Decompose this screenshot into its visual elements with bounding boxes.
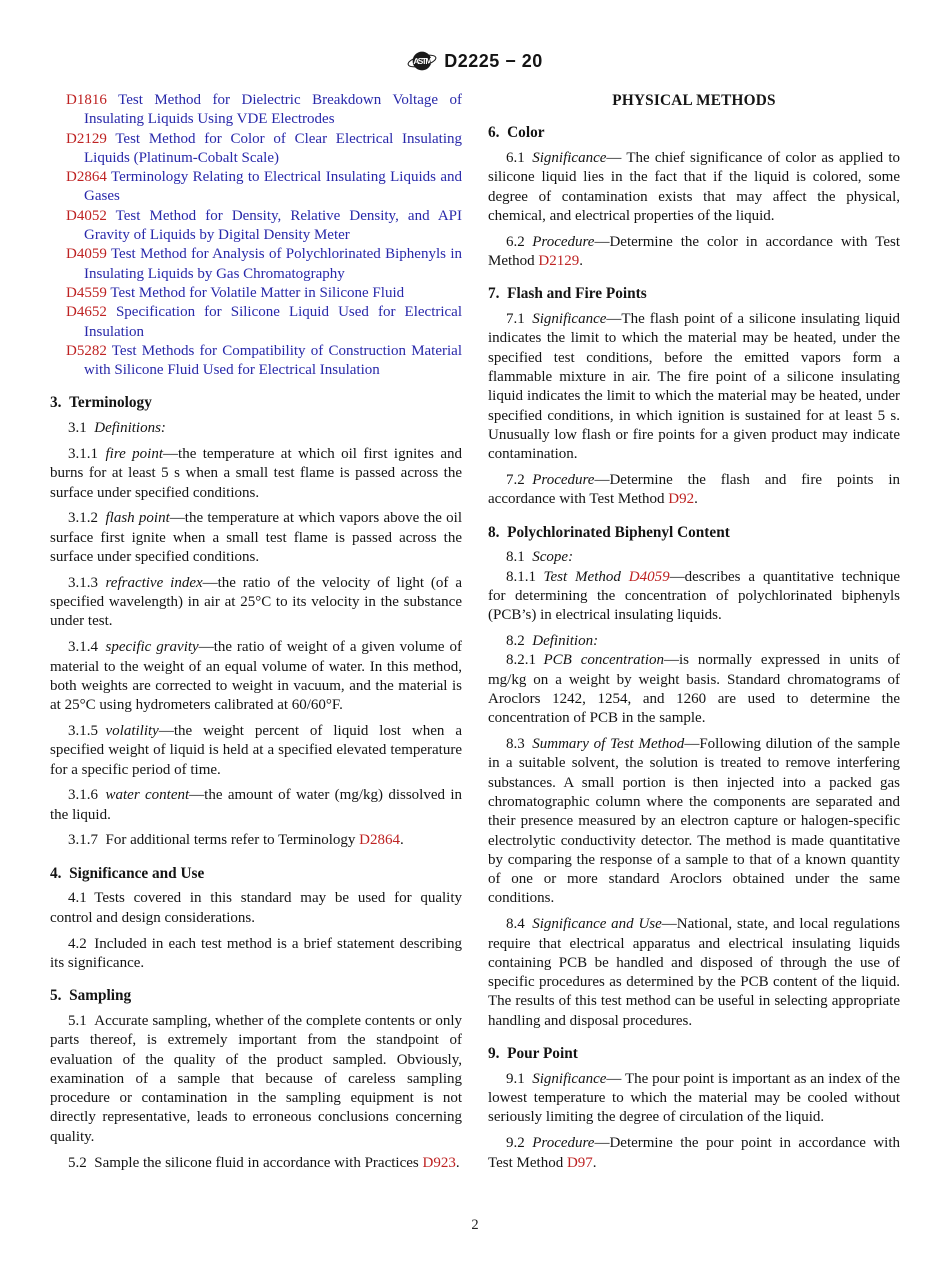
reference-code-link[interactable]: D4559	[66, 284, 107, 301]
page-header	[0, 48, 950, 74]
paragraph	[488, 1070, 900, 1128]
text-run: 8.1	[506, 549, 533, 566]
reference-code-link[interactable]: D4652	[66, 304, 107, 321]
paragraph	[50, 445, 462, 503]
text-run: flash point	[105, 510, 170, 527]
reference-code-link[interactable]: D1816	[66, 92, 107, 108]
text-run: 6.1	[506, 150, 533, 167]
text-run: 8.1.1	[506, 568, 544, 585]
section-heading: 5. Sampling	[50, 987, 132, 1005]
text-run: PCB concentration	[543, 652, 665, 669]
text-run: 8.3	[506, 736, 533, 753]
paragraph	[50, 638, 462, 715]
reference-item	[50, 342, 462, 381]
reference-code-link[interactable]: D2129	[66, 130, 107, 147]
text-run: 3.1.4	[68, 639, 106, 656]
reference-item	[50, 168, 462, 207]
paragraph	[50, 831, 462, 850]
text-run: Summary of Test Method	[532, 736, 685, 753]
paragraph	[488, 149, 900, 226]
text-run: Procedure	[532, 1135, 595, 1152]
text-run: Test Method	[543, 568, 629, 585]
paragraph	[50, 889, 462, 928]
text-run: Definitions:	[94, 420, 166, 437]
document-body	[50, 91, 900, 1173]
text-run: Procedure	[532, 472, 595, 489]
right-column	[488, 91, 900, 1173]
astm-link[interactable]: D2129	[538, 253, 580, 270]
text-run: 8.2	[506, 633, 533, 650]
text-run: —Determine the pour point in accordance with Test Method	[488, 1135, 900, 1171]
reference-title-link[interactable]: Test Methods for Compatibility of Construction Material with Silicone Fluid Used for Electrical Insulation	[84, 342, 462, 379]
text-run: 8.4	[506, 916, 533, 933]
paragraph	[50, 786, 462, 825]
text-run: 4.2 Included in each test method is a brief statement describing its significance.	[50, 935, 462, 971]
text-run: 7.2	[506, 472, 533, 489]
text-run: —The flash point of a silicone insulating liquid indicates the limit to which the material may be heated, under the specified test conditions, before the emitted vapors form a flammable mixture in air. The fire point of a silicone insulating liquid indicates the limit to which the material may be heated, under specified conditions, in which ignition is sustained for at least 5 s. Unusually low flash or fire points for a given product may indicate contamination.	[488, 311, 900, 463]
reference-title-link[interactable]: Test Method for Analysis of Polychlorinated Biphenyls in Insulating Liquids by Gas Chromatography	[84, 246, 462, 282]
paragraph	[488, 310, 900, 464]
text-run: Significance and Use	[532, 916, 662, 933]
text-run: volatility	[105, 722, 159, 739]
text-run: 8.2.1	[506, 652, 544, 669]
astm-link[interactable]: D2864	[359, 832, 400, 849]
reference-code-link[interactable]: D4052	[66, 207, 107, 224]
text-run: 3.1.1	[68, 446, 106, 463]
text-run: .	[399, 832, 404, 849]
reference-title-link[interactable]: Test Method for Density, Relative Density, and API Gravity of Liquids by Digital Density Meter	[84, 207, 462, 244]
paragraph	[488, 568, 900, 626]
text-run: — The pour point is important as an index of the lowest temperature to which the material may be cooled without seriously limiting the degree of circulation of the liquid.	[488, 1070, 900, 1126]
text-run: 3.1.2	[68, 510, 106, 527]
reference-title-link[interactable]: Test Method for Volatile Matter in Silicone Fluid	[110, 284, 405, 301]
paragraph	[50, 509, 462, 567]
page-footer	[0, 1217, 950, 1234]
text-run: 3.1.3	[68, 574, 106, 591]
text-run: 3.1.7 For additional terms refer to Terminology	[68, 832, 360, 849]
text-run: 3.1.6	[68, 787, 106, 804]
text-run: specific gravity	[105, 639, 199, 656]
svg-text:ASTM: ASTM	[413, 57, 431, 66]
text-run: —describes a quantitative technique for determining the concentration of polychlorinated biphenyls (PCB’s) in electrical insulating liquids.	[488, 568, 900, 624]
reference-code-link[interactable]: D2864	[66, 169, 107, 186]
paragraph	[488, 632, 900, 651]
part-heading: PHYSICAL METHODS	[612, 92, 776, 109]
text-run: Procedure	[532, 233, 595, 250]
text-run: fire point	[105, 446, 164, 463]
text-run: —the amount of water (mg/kg) dissolved in the liquid.	[50, 787, 462, 823]
astm-logo-icon	[407, 48, 437, 74]
reference-title-link[interactable]: Specification for Silicone Liquid Used for Electrical Insulation	[84, 304, 463, 340]
text-run: 9.2	[506, 1135, 533, 1152]
reference-item	[50, 284, 462, 303]
paragraph	[488, 735, 900, 909]
paragraph	[488, 651, 900, 728]
paragraph	[50, 419, 462, 438]
text-run: —Following dilution of the sample in a suitable solvent, the solution is treated to remove interfering substances. A small portion is then injected into a packed gas chromatographic column where the components are separated and their presence measured by an electron capture or halogen-specific electrolytic conductivity detector. The method is made quantitative by comparing the response of a sample to that of a known quantity of one or more standard Aroclors obtained under the same conditions.	[488, 736, 901, 907]
text-run: 7.1	[506, 311, 533, 328]
section-heading: 4. Significance and Use	[50, 864, 205, 882]
text-run: Scope:	[532, 549, 574, 566]
astm-link[interactable]: D923	[422, 1154, 456, 1171]
astm-link[interactable]: D4059	[628, 568, 670, 585]
text-run: —Determine the flash and fire points in accordance with Test Method	[488, 472, 900, 508]
text-run: 5.2 Sample the silicone fluid in accordance with Practices	[68, 1154, 423, 1171]
text-run: Definition:	[532, 633, 599, 650]
text-run: Significance	[532, 1070, 607, 1087]
reference-item	[50, 245, 462, 284]
paragraph	[50, 574, 462, 632]
text-run: —is normally expressed in units of mg/kg on a weight by weight basis. Standard chromatograms of Aroclors 1242, 1254, and 1260 are used to determine the concentration of PCB in the sample.	[488, 652, 900, 727]
reference-title-link[interactable]: Test Method for Color of Clear Electrical Insulating Liquids (Platinum-Cobalt Scale)	[84, 130, 462, 166]
text-run: —the weight percent of liquid lost when a specified weight of liquid is held at a specified elevated temperature for a specific period of time.	[50, 722, 462, 778]
section-heading: 9. Pour Point	[488, 1045, 578, 1063]
text-run: 5.1 Accurate sampling, whether of the complete contents or only parts thereof, is extremely important from the standpoint of evaluation of the quality of the product sampled. Obviously, examination of a sample that because of careless sampling procedure or contamination in the sampling equipment is not directly representative, leads to erroneous conclusions concerning quality.	[50, 1012, 462, 1145]
text-run: —Determine the color in accordance with Test Method	[488, 233, 900, 270]
paragraph	[50, 935, 462, 974]
astm-link[interactable]: D92	[668, 491, 695, 508]
section-heading: 7. Flash and Fire Points	[488, 285, 647, 303]
reference-item	[50, 207, 462, 246]
paragraph	[50, 722, 462, 780]
text-run: 3.1.5	[68, 722, 106, 739]
document-code: D2225 − 20	[444, 50, 543, 71]
reference-item	[50, 303, 462, 342]
text-run: .	[455, 1154, 460, 1171]
text-run: 6.2	[506, 233, 533, 250]
reference-item	[50, 130, 462, 169]
text-run: Significance	[532, 311, 607, 328]
reference-item	[50, 91, 462, 130]
text-run: —the ratio of the velocity of light (of a specified wavelength) in air at 25°C to its velocity in the substance under test.	[50, 574, 462, 630]
text-run: —the temperature at which oil first ignites and burns for at least 5 s when a small test flame is passed across the surface under specified conditions.	[50, 446, 463, 501]
paragraph	[488, 471, 900, 510]
left-column	[50, 91, 462, 1173]
astm-link[interactable]: D97	[566, 1154, 593, 1171]
text-run: .	[592, 1154, 597, 1171]
text-run: Significance	[532, 150, 607, 167]
section-heading: 3. Terminology	[50, 394, 152, 412]
reference-code-link[interactable]: D4059	[66, 246, 107, 263]
paragraph	[488, 1134, 900, 1173]
reference-title-link[interactable]: Terminology Relating to Electrical Insulating Liquids and Gases	[84, 169, 462, 205]
paragraph	[50, 1154, 462, 1173]
text-run: 4.1 Tests covered in this standard may be used for quality control and design considerations.	[50, 890, 462, 926]
text-run: —the temperature at which vapors above the oil surface first ignite when a small test flame is passed across the surface under specified conditions.	[50, 510, 462, 566]
section-heading: 6. Color	[488, 124, 545, 142]
page-number: 2	[471, 1217, 479, 1233]
text-run: refractive index	[105, 574, 203, 591]
text-run: — The chief significance of color as applied to silicone liquid lies in the fact that if the liquid is colored, some degree of contamination exists that may affect the physical, chemical, and electrical properties of the liquid.	[488, 150, 900, 224]
text-run: .	[579, 253, 584, 270]
text-run: .	[694, 491, 698, 508]
text-run: 9.1	[506, 1070, 533, 1087]
reference-code-link[interactable]: D5282	[66, 342, 107, 359]
paragraph	[50, 1012, 462, 1147]
text-run: water content	[105, 787, 190, 804]
text-run: —National, state, and local regulations require that electrical apparatus and electrical insulating liquids containing PCB be handled and disposed of through the use of specific procedures as determined by the PCB content of the liquid. The results of this test method can be useful in selecting appropriate handling and disposal procedures.	[488, 916, 900, 1029]
text-run: 3.1	[68, 420, 95, 437]
paragraph	[488, 548, 900, 567]
text-run: —the ratio of weight of a given volume of material to the weight of an equal volume of water. In this method, both weights are corrected to weight in vacuum, and the material is at 25°C using hydrometers calibrated at 60/60°F.	[50, 639, 462, 714]
paragraph	[488, 233, 900, 272]
section-heading: 8. Polychlorinated Biphenyl Content	[488, 523, 730, 541]
paragraph	[488, 915, 900, 1031]
reference-title-link[interactable]: Test Method for Dielectric Breakdown Voltage of Insulating Liquids Using VDE Electrodes	[84, 92, 463, 128]
